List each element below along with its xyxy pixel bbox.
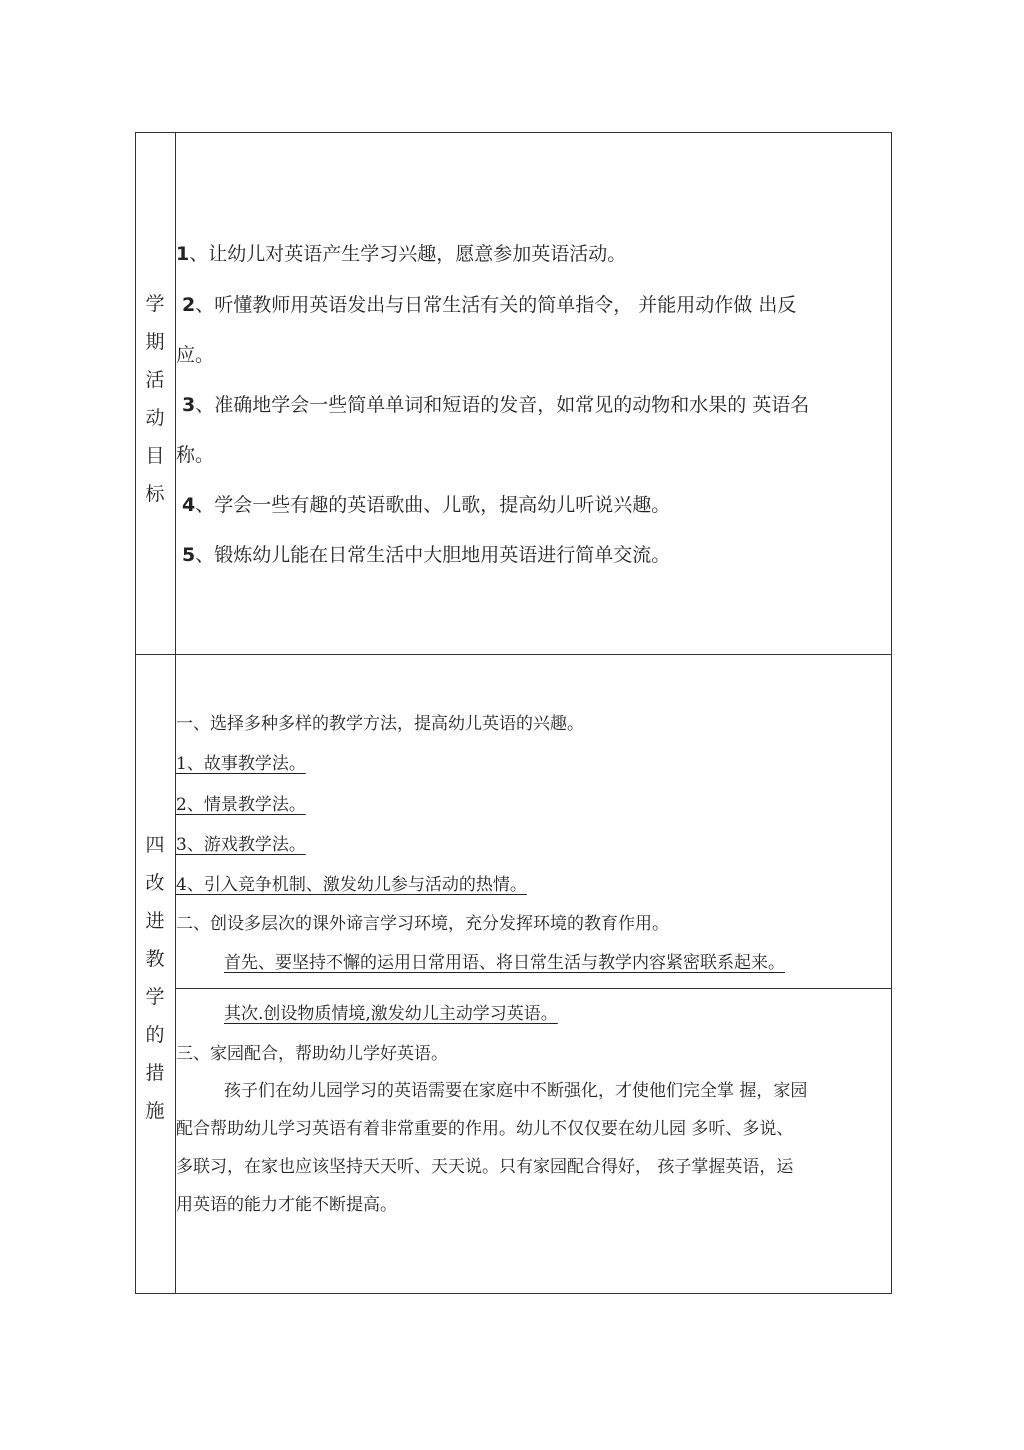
goal-text: 、听懂教师用英语发出与日常生活有关的简单指令， 并能用动作做 出反 [195,294,797,316]
goal-text: 、准确地学会一些简单单词和短语的发音，如常见的动物和水果的 英语名 [195,394,810,416]
row-divider [135,654,892,655]
method-second: 其次.创设物质情境,激发幼儿主动学习英语。 [224,1004,558,1024]
label-char: 学 [145,293,165,315]
goal-item-1 [176,239,626,266]
label-char: 四 [145,834,165,856]
method-item: 2、情景教学法。 [176,795,306,815]
goal-number: 5 [182,544,196,566]
section2-label [136,826,174,1130]
goal-item-3-continuation: 称。 [176,444,215,466]
goal-item-5 [182,540,670,567]
goal-number: 4 [182,494,196,516]
method-item: 3、游戏教学法。 [176,835,306,855]
goal-text: 、锻炼幼儿能在日常生活中大胆地用英语进行简单交流。 [195,544,671,566]
goal-item-4 [182,490,670,517]
paragraph-line: 多联习，在家也应该坚持天天听、天天说。只有家园配合得好， 孩子掌握英语，运 [176,1157,794,1177]
paragraph-line: 配合帮助幼儿学习英语有着非常重要的作用。幼儿不仅仅要在幼儿园 多听、多说、 [176,1119,794,1139]
label-char: 期 [145,331,165,353]
label-char: 动 [145,407,165,429]
goal-number: 2 [182,294,196,316]
label-char: 教 [145,948,165,970]
goal-number: 1 [176,243,190,265]
method-item: 4、引入竞争机制、激发幼儿参与活动的热情。 [176,875,527,895]
paragraph-line: 用英语的能力才能不断提高。 [176,1195,397,1215]
method-first: 首先、要坚持不懈的运用日常用语、将日常生活与教学内容紧密联系起来。 [224,953,785,973]
paragraph-line: 孩子们在幼儿园学习的英语需要在家庭中不断强化，才使他们完全掌 握，家园 [224,1081,808,1101]
method-heading-2: 二、创设多层次的课外谛言学习环境，充分发挥环境的教育作用。 [176,914,669,934]
label-char: 学 [145,986,165,1008]
goal-text: 、让幼儿对英语产生学习兴趣，愿意参加英语活动。 [189,243,627,265]
goal-item-2 [182,290,796,317]
label-char: 活 [145,369,165,391]
method-item: 1、故事教学法。 [176,754,306,774]
label-char: 的 [145,1024,165,1046]
label-char: 标 [145,483,165,505]
label-char: 施 [145,1100,165,1122]
section1-label [136,285,174,513]
cell-divider [175,988,892,989]
goal-item-3 [182,390,809,417]
label-char: 目 [145,445,165,467]
label-char: 措 [145,1062,165,1084]
goal-item-2-continuation: 应。 [176,344,215,366]
label-char: 进 [145,910,165,932]
method-heading-3: 三、家园配合，帮助幼儿学好英语。 [176,1044,448,1064]
goal-text: 、学会一些有趣的英语歌曲、儿歌，提高幼儿听说兴趣。 [195,494,671,516]
method-heading-1: 一、选择多种多样的教学方法，提高幼儿英语的兴趣。 [176,714,584,734]
label-char: 改 [145,872,165,894]
goal-number: 3 [182,394,196,416]
